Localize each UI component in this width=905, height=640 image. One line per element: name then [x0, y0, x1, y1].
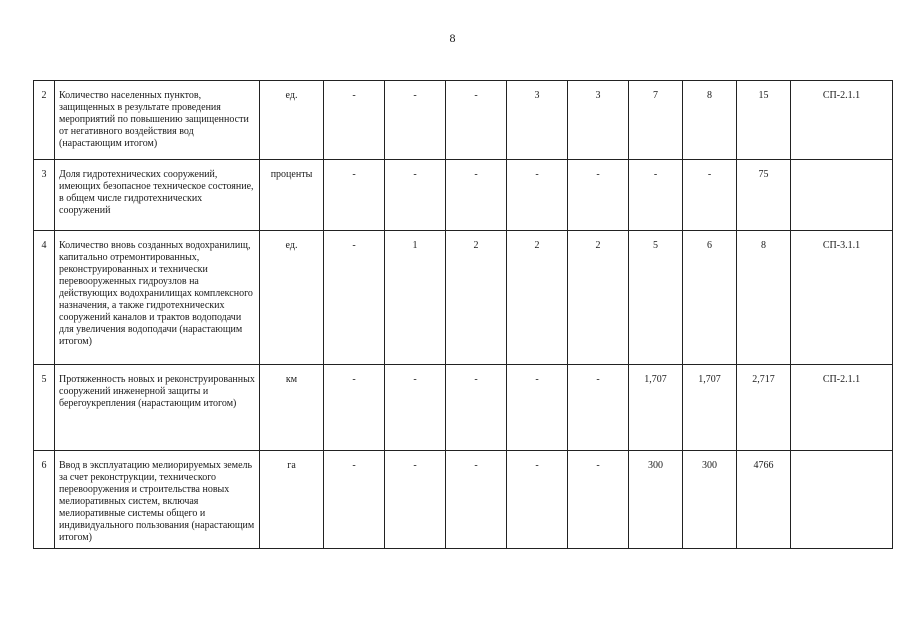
- value-cell: -: [324, 160, 385, 231]
- row-number: 6: [34, 451, 55, 549]
- value-cell: 3: [507, 81, 568, 160]
- indicator-name: Доля гидротехнических сооружений, имеющих безопасное техническое состояние, в общем числе гидротехнических сооружений: [55, 160, 260, 231]
- value-cell: 75: [737, 160, 791, 231]
- value-cell: 1: [385, 231, 446, 365]
- indicator-name: Количество вновь созданных водохранилищ, капитально отремонтированных, реконструированных и технически перевооруженных гидроузлов на действующих водохранилищах комплексного назначения, а также гидротехнических сооружений каналов и трактов водоподачи для увеличения водоподачи (нарастающим итогом): [55, 231, 260, 365]
- value-cell: 300: [683, 451, 737, 549]
- value-cell: -: [446, 160, 507, 231]
- page-number: 8: [449, 31, 456, 45]
- value-cell: 1,707: [629, 365, 683, 451]
- value-cell: 300: [629, 451, 683, 549]
- value-cell: 2: [568, 231, 629, 365]
- value-cell: -: [568, 160, 629, 231]
- unit-cell: га: [260, 451, 324, 549]
- value-cell: -: [568, 451, 629, 549]
- value-cell: -: [507, 451, 568, 549]
- indicators-table: [33, 80, 893, 549]
- value-cell: 15: [737, 81, 791, 160]
- table-row: [34, 81, 893, 160]
- value-cell: -: [507, 365, 568, 451]
- value-cell: 8: [737, 231, 791, 365]
- table-row: [34, 451, 893, 549]
- value-cell: -: [324, 81, 385, 160]
- indicator-name: Протяженность новых и реконструированных сооружений инженерной защиты и берегоукрепления (нарастающим итогом): [55, 365, 260, 451]
- unit-cell: ед.: [260, 81, 324, 160]
- table-row: [34, 231, 893, 365]
- indicator-name: Ввод в эксплуатацию мелиорируемых земель за счет реконструкции, технического перевооружения и строительства новых мелиоративных систем, включая мелиоративные системы общего и индивидуального пользования (нарастающим итогом): [55, 451, 260, 549]
- value-cell: -: [324, 365, 385, 451]
- reference-cell: [791, 160, 893, 231]
- value-cell: 2: [446, 231, 507, 365]
- reference-cell: [791, 451, 893, 549]
- value-cell: 2,717: [737, 365, 791, 451]
- value-cell: -: [385, 451, 446, 549]
- value-cell: -: [568, 365, 629, 451]
- value-cell: 3: [568, 81, 629, 160]
- value-cell: 2: [507, 231, 568, 365]
- row-number: 2: [34, 81, 55, 160]
- unit-cell: проценты: [260, 160, 324, 231]
- row-number: 5: [34, 365, 55, 451]
- value-cell: 1,707: [683, 365, 737, 451]
- indicator-name: Количество населенных пунктов, защищенных в результате проведения мероприятий по повышению защищенности от негативного воздействия вод (нарастающим итогом): [55, 81, 260, 160]
- value-cell: 7: [629, 81, 683, 160]
- value-cell: -: [385, 160, 446, 231]
- value-cell: -: [683, 160, 737, 231]
- value-cell: 6: [683, 231, 737, 365]
- value-cell: -: [385, 81, 446, 160]
- reference-cell: СП-2.1.1: [791, 81, 893, 160]
- reference-cell: СП-3.1.1: [791, 231, 893, 365]
- value-cell: -: [446, 365, 507, 451]
- row-number: 4: [34, 231, 55, 365]
- row-number: 3: [34, 160, 55, 231]
- unit-cell: ед.: [260, 231, 324, 365]
- value-cell: -: [324, 231, 385, 365]
- value-cell: -: [446, 451, 507, 549]
- table-row: [34, 160, 893, 231]
- value-cell: -: [507, 160, 568, 231]
- value-cell: -: [446, 81, 507, 160]
- reference-cell: СП-2.1.1: [791, 365, 893, 451]
- value-cell: -: [324, 451, 385, 549]
- value-cell: 4766: [737, 451, 791, 549]
- value-cell: 5: [629, 231, 683, 365]
- value-cell: -: [385, 365, 446, 451]
- value-cell: 8: [683, 81, 737, 160]
- value-cell: -: [629, 160, 683, 231]
- unit-cell: км: [260, 365, 324, 451]
- table-row: [34, 365, 893, 451]
